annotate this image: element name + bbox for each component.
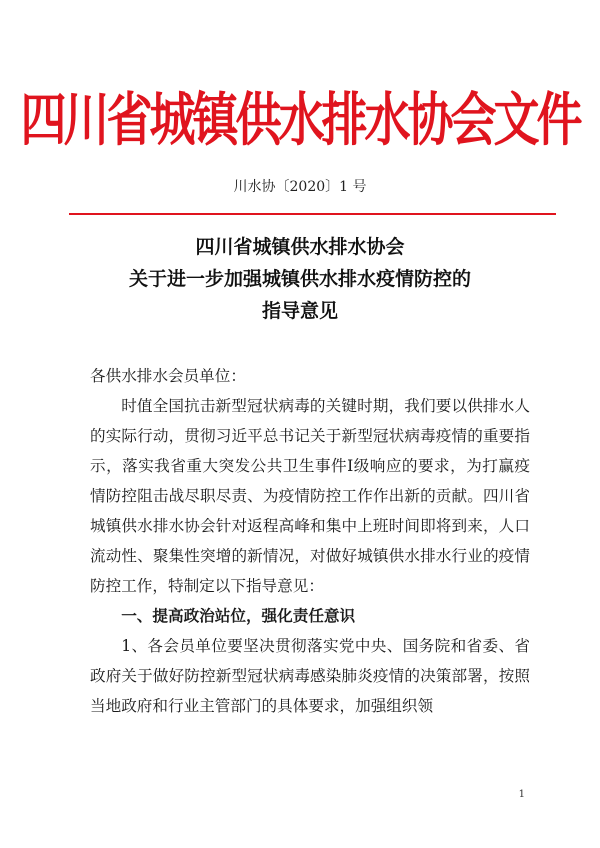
title-line: 四川省城镇供水排水协会 [195,236,405,258]
section-heading: 一、提高政治站位，强化责任意识 [121,607,356,625]
body-paragraph: 时值全国抗击新型冠状病毒的关键时期，我们要以供排水人的实际行动，贯彻习近平总书记关于新型冠状病毒疫情的重要指示，落实我省重大突发公共卫生事件Ⅰ级响应的要求，为打赢疫情防控阻击战尽职尽责、为疫情防控工作作出新的贡献。四川省城镇供水排水协会针对返程高峰和集中上班时间即将到来，人口流动性、聚集性突增的新情况，对做好城镇供水排水行业的疫情防控工作，特制定以下指导意见： [90,397,530,595]
title-line: 指导意见 [261,300,338,322]
title-line: 关于进一步加强城镇供水排水疫情防控的 [128,268,471,290]
salutation: 各供水排水会员单位： [90,367,246,385]
document-body [90,361,530,721]
document-title [0,231,600,327]
document-header: 四川省城镇供水排水协会文件 [20,85,580,154]
section-paragraph: 1、各会员单位要坚决贯彻落实党中央、国务院和省委、省政府关于做好防控新型冠状病毒感染肺炎疫情的决策部署，按照当地政府和行业主管部门的具体要求，加强组织领 [90,637,530,715]
red-divider-line [69,213,556,215]
page-number: 1 [518,789,525,800]
document-number: 川水协〔2020〕1 号 [233,179,367,195]
